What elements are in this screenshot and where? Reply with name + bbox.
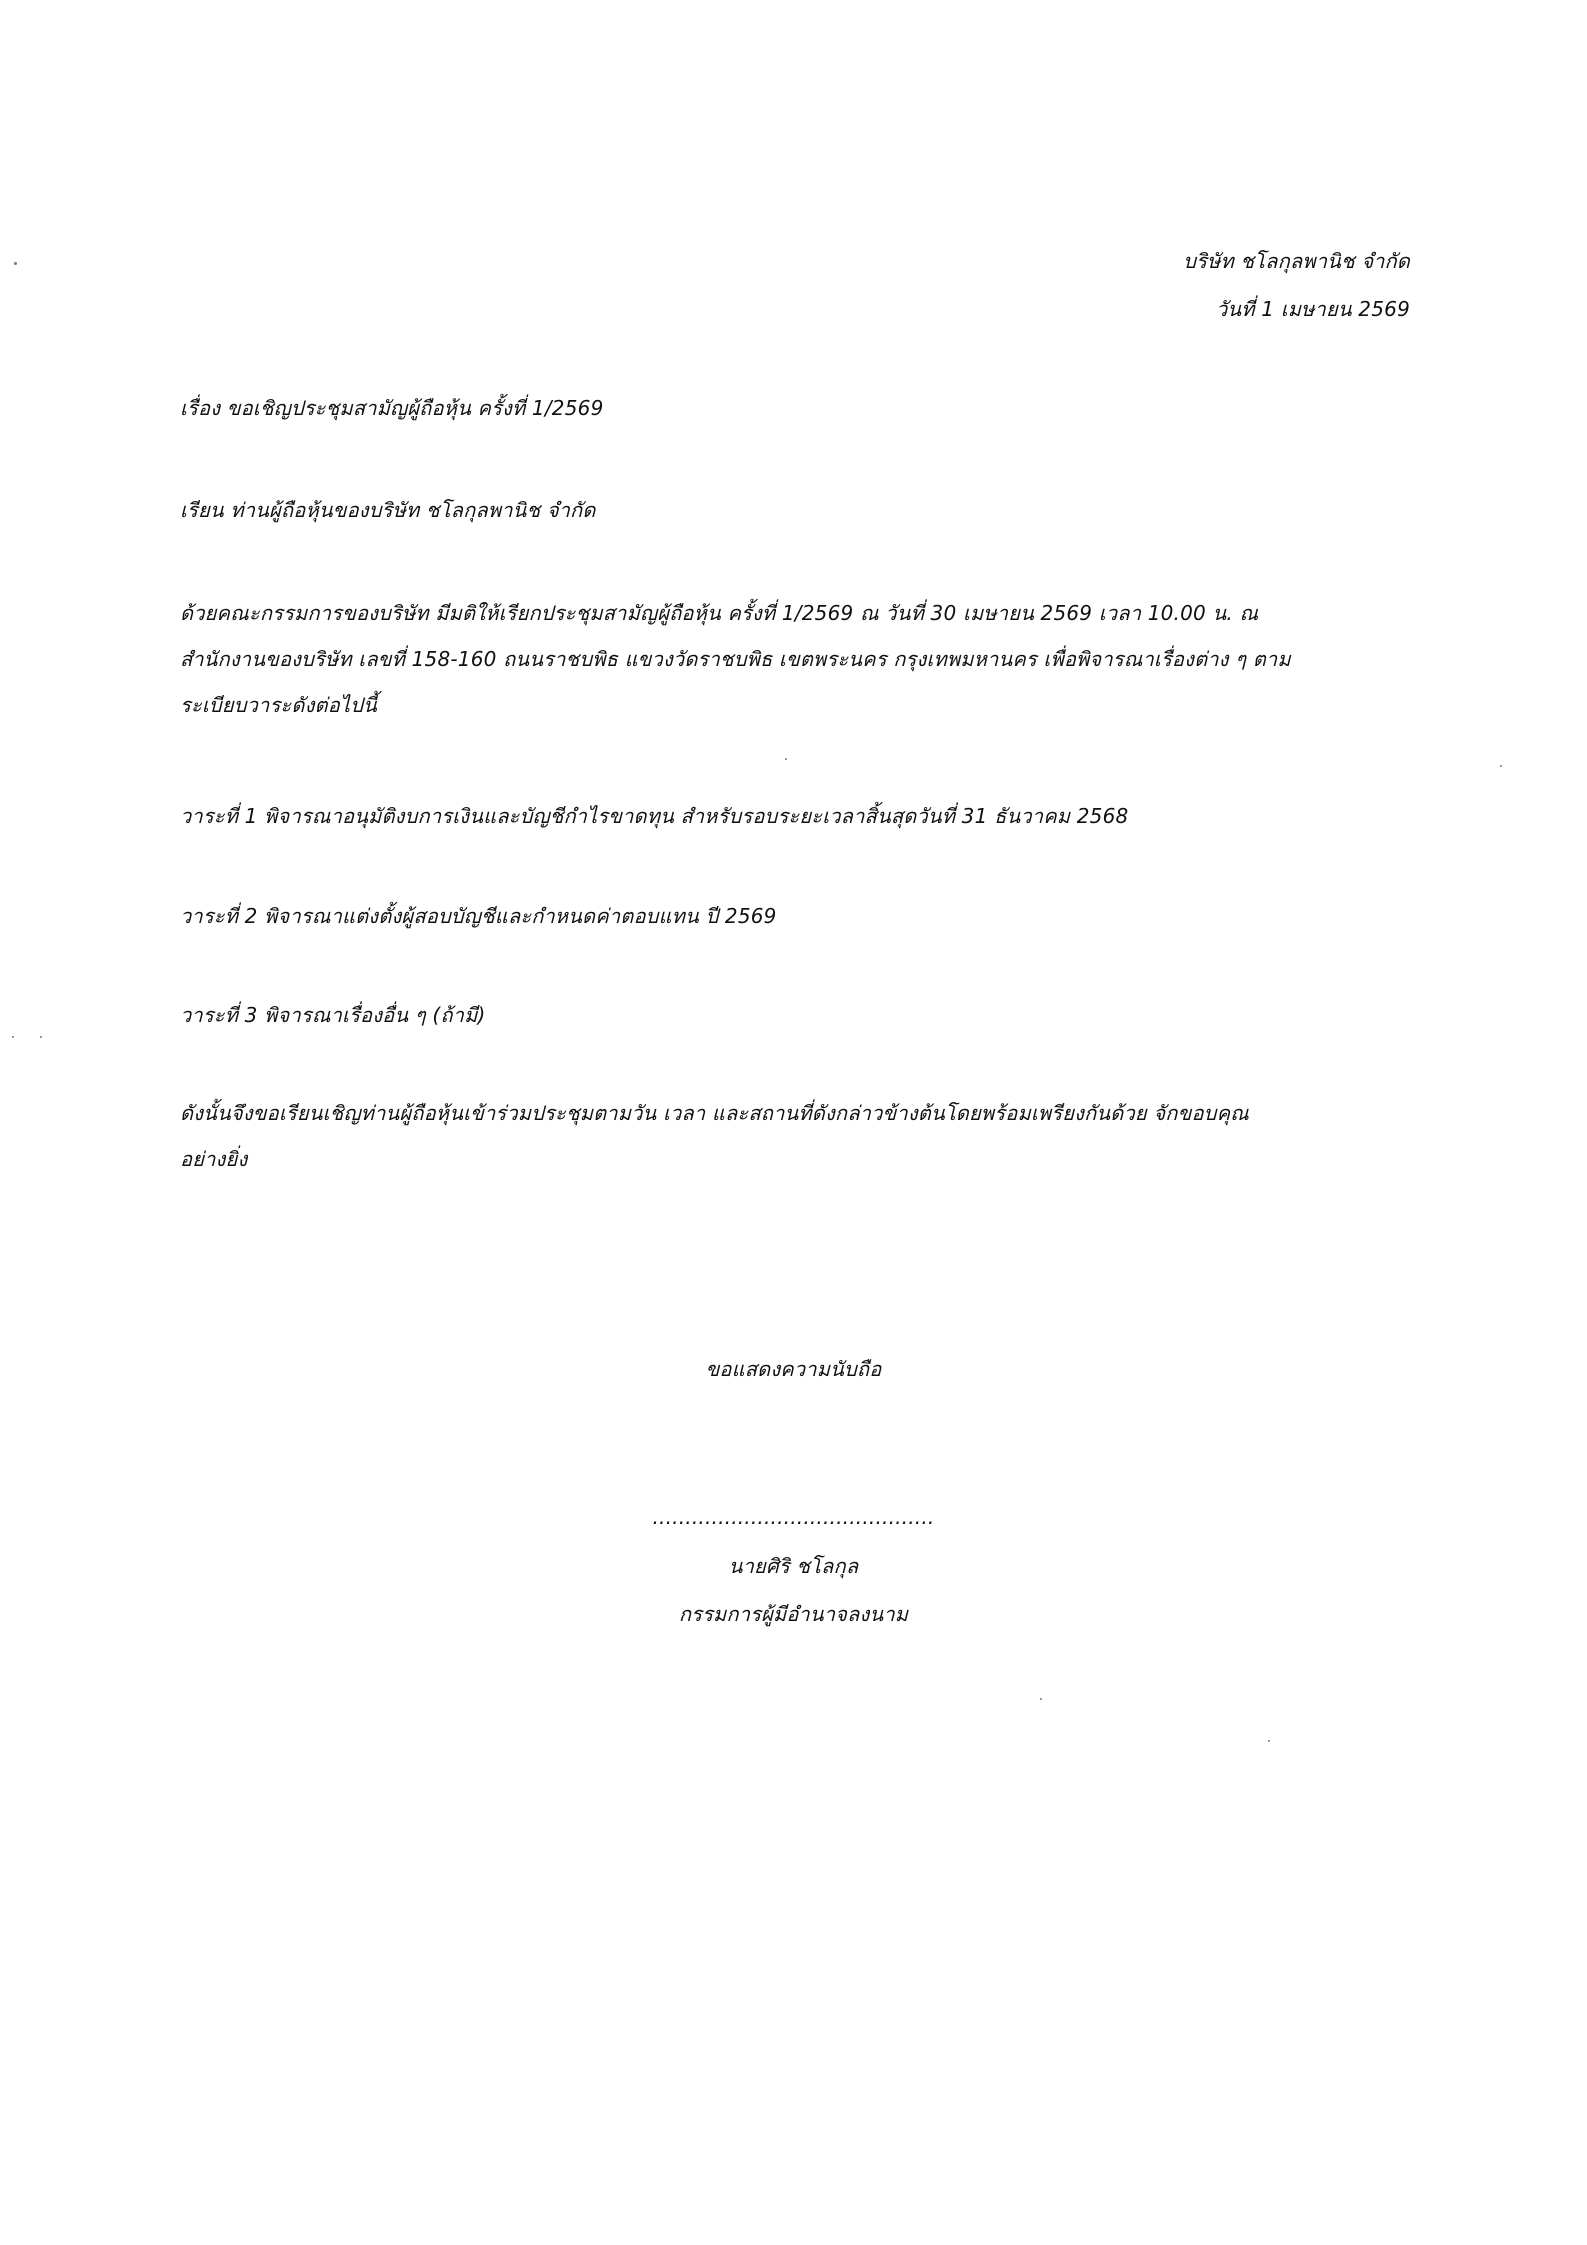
scan-speck [40,1036,42,1038]
body-paragraph [180,590,1420,728]
agenda-item-2: วาระที่ 2 พิจารณาแต่งตั้งผู้สอบบัญชีและกำหนดค่าตอบแทน ปี 2569 [180,904,777,928]
scan-speck [14,262,17,265]
agenda-item-1: วาระที่ 1 พิจารณาอนุมัติงบการเงินและบัญชีกำไรขาดทุน สำหรับรอบระยะเวลาสิ้นสุดวันที่ 31 ธันวาคม 2568 [180,804,1129,828]
salutation: ขอแสดงความนับถือ [705,1357,882,1381]
signature-line: ........................................... [652,1505,935,1529]
closing-line: ดังนั้นจึงขอเรียนเชิญท่านผู้ถือหุ้นเข้าร่วมประชุมตามวัน เวลา และสถานที่ดังกล่าวข้างต้นโดยพร้อมเพรียงกันด้วย จักขอบคุณ [180,1101,1249,1125]
signer-name: นายศิริ ชโลกุล [728,1554,859,1578]
body-line: ระเบียบวาระดังต่อไปนี้ [180,693,377,717]
letter-date: วันที่ 1 เมษายน 2569 [1215,297,1410,321]
closing-paragraph [180,1090,1420,1182]
body-line: ด้วยคณะกรรมการของบริษัท มีมติให้เรียกประชุมสามัญผู้ถือหุ้น ครั้งที่ 1/2569 ณ วันที่ 30 เมษายน 2569 เวลา 10.00 น. ณ [180,601,1259,625]
recipient-line: เรียน ท่านผู้ถือหุ้นของบริษัท ชโลกุลพานิช จำกัด [180,498,596,522]
scan-speck [1500,765,1502,767]
scan-speck [1040,1698,1042,1700]
subject-line: เรื่อง ขอเชิญประชุมสามัญผู้ถือหุ้น ครั้งที่ 1/2569 [180,396,604,420]
agenda-item-3: วาระที่ 3 พิจารณาเรื่องอื่น ๆ (ถ้ามี) [180,1003,486,1027]
scan-speck [1268,1740,1270,1742]
body-line: สำนักงานของบริษัท เลขที่ 158-160 ถนนราชบพิธ แขวงวัดราชบพิธ เขตพระนคร กรุงเทพมหานคร เพื่อพิจารณาเรื่องต่าง ๆ ตาม [180,647,1291,671]
signer-title: กรรมการผู้มีอำนาจลงนาม [678,1602,909,1626]
scan-speck [785,758,787,760]
scan-speck [12,1036,14,1038]
company-name: บริษัท ชโลกุลพานิช จำกัด [1183,249,1410,273]
closing-line: อย่างยิ่ง [180,1147,248,1171]
